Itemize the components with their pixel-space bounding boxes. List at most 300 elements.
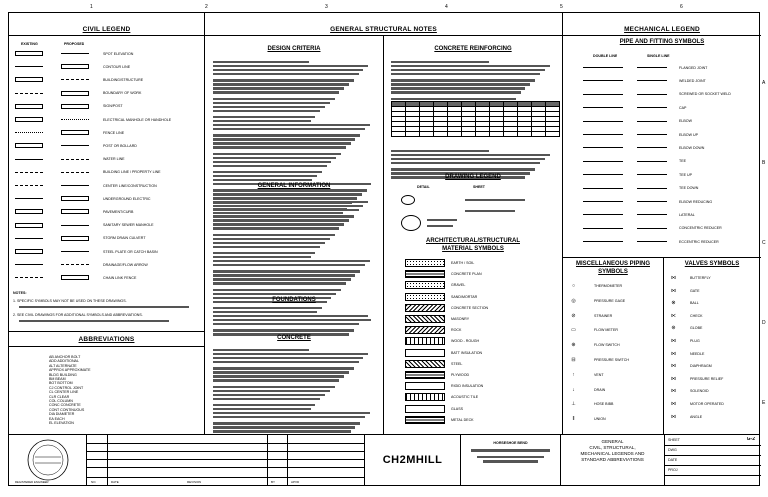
note-text-line (391, 91, 521, 93)
abbreviation-item: CLR CLEAR (49, 394, 70, 399)
note-text-line (213, 282, 346, 284)
zone-5: 5 (560, 4, 563, 10)
lap-splice-table (391, 101, 560, 137)
section-bubble-icon (401, 215, 421, 231)
double-line-label: DOUBLE LINE (593, 54, 618, 58)
zone-a: A (762, 80, 766, 86)
misc-piping-heading-2: SYMBOLS (598, 269, 628, 275)
col-proposed: PROPOSED (64, 42, 85, 46)
abbreviation-item: EA EACH (49, 416, 65, 421)
civil-legend-row (15, 183, 157, 188)
lap-table-cell (490, 132, 504, 137)
note-text-line (213, 264, 365, 266)
pipe-fitting-row (583, 226, 722, 231)
note-text-line (213, 323, 359, 325)
double-line-symbol-icon (583, 119, 623, 124)
material-label: RIGID INSULATION (451, 384, 484, 389)
note-text-line (213, 128, 365, 130)
pipe-fitting-label: ECCENTRIC REDUCER (679, 239, 719, 244)
civil-legend-label: UNDERGROUND ELECTRIC (103, 196, 151, 201)
note-text-line (213, 227, 339, 229)
valve-symbol-icon: ⋈ (671, 401, 676, 407)
single-line-symbol-icon (637, 159, 667, 164)
double-line-symbol-icon (583, 132, 623, 137)
double-line-symbol-icon (583, 239, 623, 244)
note-text-line (213, 223, 344, 225)
existing-symbol-icon (15, 51, 43, 56)
seal-cell (9, 435, 87, 485)
valve-row (669, 351, 704, 357)
ch2mhill-logo: CH2MHILL (382, 454, 443, 466)
pipe-fitting-label: TEE UP (679, 172, 692, 177)
existing-symbol-icon (15, 223, 43, 228)
misc-piping-label: PRESSURE SWITCH (594, 358, 629, 362)
pipe-fitting-label: TEE (679, 159, 686, 164)
zone-2: 2 (205, 4, 208, 10)
valve-label: GATE (690, 288, 700, 293)
material-label: PLYWOOD (451, 373, 470, 377)
abbreviation-item: APPROX APPROXIMATE (49, 368, 91, 373)
valve-symbol-icon: ⊛ (671, 325, 676, 332)
single-line-symbol-icon (637, 132, 667, 137)
material-row (405, 360, 462, 368)
sheet-title-3: MECHANICAL LEGENDS AND (580, 451, 645, 456)
note-text-line (213, 242, 325, 244)
misc-piping-label: UNION (594, 417, 606, 422)
material-hatch-icon (405, 349, 445, 357)
material-label: ROCK (451, 328, 462, 333)
note-text-line (213, 256, 311, 258)
note-text-line (213, 205, 363, 207)
seal-text: REGISTERED ENGINEER (15, 479, 49, 484)
valve-row (669, 376, 723, 382)
material-hatch-icon (405, 382, 445, 390)
lap-table-cell (546, 132, 560, 137)
misc-piping-heading-1: MISCELLANEOUS PIPING (575, 261, 650, 267)
detail-bubble-icon (401, 195, 415, 205)
zone-3: 3 (325, 4, 328, 10)
pipe-fitting-label: WELDED JOINT (679, 78, 706, 83)
misc-piping-label: STRAINER (594, 313, 613, 318)
material-label: BATT INSULATION (451, 350, 483, 355)
proposed-symbol-icon (61, 249, 89, 254)
concrete-reinforcing-text (391, 57, 555, 106)
misc-piping-label: HOSE BIBB (594, 402, 614, 407)
valves-heading: VALVES SYMBOLS (684, 261, 740, 267)
label-dwg: DWG (668, 448, 677, 452)
lap-table-cell (476, 132, 490, 137)
double-line-symbol-icon (583, 199, 623, 204)
civil-legend-row (15, 275, 136, 280)
abbreviation-item: EL ELEVATION (49, 421, 74, 426)
proposed-symbol-icon (61, 130, 89, 135)
proposed-symbol-icon (61, 51, 89, 56)
lap-table-cell (406, 132, 420, 137)
pipe-fitting-row (583, 132, 698, 137)
double-line-symbol-icon (583, 186, 623, 191)
note-text-line (213, 386, 335, 388)
material-hatch-icon (405, 371, 445, 379)
sheet-info-cell (665, 435, 761, 485)
zone-6: 6 (680, 4, 683, 10)
material-label: GLASS (451, 406, 463, 411)
note-text-line (213, 138, 355, 140)
note-text-line (213, 289, 341, 291)
proposed-symbol-icon (61, 262, 89, 267)
double-line-symbol-icon (583, 92, 623, 97)
misc-piping-label: PRESSURE GAGE (594, 298, 626, 303)
note-text-line (213, 270, 360, 272)
revision-column-label: NO. (91, 479, 97, 484)
note-text-line (391, 83, 530, 85)
valve-symbol-icon: ⋈ (671, 363, 676, 370)
col-existing: EXISTING (21, 42, 38, 46)
valve-label: MOTOR OPERATED (690, 402, 724, 406)
note-text-line (213, 379, 339, 381)
note-text-line (213, 215, 354, 217)
pipe-fitting-row (583, 199, 712, 204)
misc-piping-label: THERMOMETER (594, 284, 623, 288)
single-line-symbol-icon (637, 65, 667, 70)
existing-symbol-icon (15, 64, 43, 69)
material-hatch-icon (405, 281, 445, 289)
note-text-line (213, 91, 339, 93)
note-text-line (213, 209, 359, 211)
note-text-line (391, 154, 550, 156)
label-date: DATE (668, 458, 678, 462)
drawing-sheet (8, 12, 760, 486)
valve-row (669, 388, 709, 394)
valve-symbol-icon: ⋈ (671, 375, 676, 382)
foundations-text (213, 307, 373, 337)
material-label: CONCRETE SECTION (451, 305, 489, 310)
note-text-line (213, 153, 341, 155)
revision-column-label: REVISION (187, 479, 202, 484)
note-text-line (213, 353, 368, 355)
civil-legend-label: SIGN/POST (103, 104, 123, 109)
proposed-symbol-icon (61, 236, 89, 241)
valve-symbol-icon: ⋈ (671, 338, 676, 344)
misc-piping-row (569, 283, 622, 289)
valve-label: GLOBE (690, 326, 703, 331)
zone-d: D (762, 320, 766, 326)
abbreviation-item: AB ANCHOR BOLT (49, 355, 81, 359)
note-text-line (213, 311, 309, 313)
civil-legend-row (15, 170, 161, 175)
structural-notes-column (205, 13, 563, 435)
civil-legend-row (15, 262, 148, 267)
misc-piping-symbol-icon: ○ (571, 283, 576, 289)
misc-piping-symbol-icon: ⊘ (571, 312, 576, 319)
note-text-line (213, 252, 315, 254)
existing-symbol-icon (15, 104, 43, 109)
arch-material-heading-1: ARCHITECTURAL/STRUCTURAL (426, 238, 520, 244)
abbreviations-title: ABBREVIATIONS (78, 336, 135, 343)
material-label: ACOUSTIC TILE (451, 395, 479, 400)
valve-row (669, 325, 702, 331)
revision-column-label: DATE (111, 479, 119, 484)
valve-row (669, 338, 700, 344)
note-text-line (213, 398, 320, 400)
valve-label: ANGLE (690, 414, 703, 419)
pipe-fitting-row (583, 212, 695, 217)
civil-legend-row (15, 143, 137, 148)
civil-legend-column (9, 13, 205, 435)
valve-row (669, 300, 699, 306)
note-text-line (213, 219, 349, 221)
civil-legend-label: FENCE LINE (103, 130, 125, 135)
misc-piping-symbol-icon: ◎ (571, 297, 576, 304)
double-line-symbol-icon (583, 212, 623, 217)
misc-piping-symbol-icon: ⊕ (571, 342, 576, 349)
note-text-line (213, 274, 355, 276)
misc-piping-row (569, 342, 620, 348)
note-text-line (213, 175, 317, 177)
project-cell (461, 435, 561, 485)
misc-piping-symbol-icon: ‖ (572, 416, 575, 423)
valve-symbol-icon: ⋈ (671, 413, 676, 420)
civil-legend-row (15, 51, 133, 56)
material-label: METAL DECK (451, 417, 474, 422)
civil-legend-label: ELECTRICAL MANHOLE OR HANDHOLE (103, 117, 172, 122)
note-text-line (213, 79, 354, 81)
lap-table-cell (420, 132, 434, 137)
misc-piping-row (569, 416, 606, 422)
lap-table-cell (434, 132, 448, 137)
structural-notes-title: GENERAL STRUCTURAL NOTES (330, 26, 437, 33)
abbreviation-item: ADD ADDITIONAL (49, 359, 79, 364)
material-label: CONCRETE PLAN (451, 272, 482, 277)
note-text-line (391, 98, 516, 100)
material-row (405, 315, 469, 323)
note-text-line (213, 349, 309, 351)
note-text-line (213, 61, 309, 63)
zone-4: 4 (445, 4, 448, 10)
note-text-line (213, 73, 359, 75)
abbreviation-item: BLDG BUILDING (49, 372, 77, 377)
note-text-line (213, 87, 344, 89)
misc-piping-row (569, 401, 613, 407)
mechanical-legend-title: MECHANICAL LEGEND (624, 26, 700, 33)
civil-legend-label: SPOT ELEVATION (103, 51, 134, 56)
material-hatch-icon (405, 416, 445, 424)
valve-label: PRESSURE RELIEF (690, 376, 724, 381)
civil-legend-row (15, 117, 171, 122)
valve-label: SOLENOID (690, 389, 709, 394)
valve-row (669, 363, 712, 369)
double-line-symbol-icon (583, 105, 623, 110)
note-text-line (213, 371, 349, 373)
civil-legend-label: BUILDING/STRUCTURE (103, 77, 144, 82)
civil-legend-row (15, 130, 124, 135)
material-label: WOOD - ROUGH (451, 339, 480, 344)
note-text-line (213, 98, 335, 100)
proposed-symbol-icon (61, 196, 89, 201)
lap-table-cell (504, 132, 518, 137)
note-text-line (213, 124, 370, 126)
valve-row (669, 288, 700, 294)
civil-legend-row (15, 196, 151, 201)
title-block (9, 434, 759, 485)
note-text-line (213, 430, 351, 432)
material-row (405, 270, 482, 278)
proposed-symbol-icon (61, 104, 89, 109)
existing-symbol-icon (15, 275, 43, 280)
note-text-line (213, 357, 363, 359)
abbreviation-item: CONC CONCRETE (49, 403, 81, 408)
double-line-symbol-icon (583, 78, 623, 83)
note-text-line (213, 260, 370, 262)
note-text-line (213, 69, 363, 71)
civil-legend-row (15, 157, 125, 162)
misc-piping-row (569, 327, 618, 333)
proposed-symbol-icon (61, 183, 89, 188)
note-text-line (213, 157, 336, 159)
concrete-text (213, 345, 373, 435)
note-text-line (391, 61, 489, 63)
sheet-title-1: GENERAL (601, 439, 624, 444)
civil-legend-label: BOUNDARY OF WORK (103, 91, 142, 96)
material-row (405, 281, 465, 289)
single-line-label: SINGLE LINE (647, 54, 670, 58)
note-text-line (213, 238, 330, 240)
valve-row (669, 401, 724, 407)
single-line-symbol-icon (637, 92, 667, 97)
pipe-fitting-row (583, 78, 706, 83)
note-text-line (213, 106, 325, 108)
material-row (405, 393, 478, 401)
single-line-symbol-icon (637, 226, 667, 231)
single-line-symbol-icon (637, 212, 667, 217)
note-text-line (213, 65, 368, 67)
abbreviation-item: DIA DIAMETER (49, 412, 75, 417)
material-label: EARTH / SOIL (451, 261, 475, 265)
valve-label: NEEDLE (690, 351, 705, 356)
existing-symbol-icon (15, 170, 43, 175)
misc-piping-row (569, 387, 605, 393)
note-text-line (213, 83, 349, 85)
pipe-fitting-row (583, 92, 731, 97)
valve-label: BALL (690, 301, 699, 306)
civil-legend-label: SANITARY SEWER MANHOLE (103, 223, 154, 228)
proposed-symbol-icon (61, 91, 89, 96)
note-text-line (213, 361, 359, 363)
existing-symbol-icon (15, 130, 43, 135)
material-row (405, 326, 461, 334)
valve-label: CHECK (690, 313, 703, 318)
note-text-line (213, 426, 355, 428)
pipe-fitting-label: SCREWED OR SOCKET WELD (679, 92, 731, 97)
material-hatch-icon (405, 270, 445, 278)
general-information-text (213, 193, 373, 323)
single-line-symbol-icon (637, 172, 667, 177)
note-text-line (213, 234, 335, 236)
zone-c: C (762, 240, 766, 246)
lap-table-cell (518, 132, 532, 137)
valve-symbol-icon: ⋈ (671, 275, 676, 281)
note-text-line (213, 179, 312, 181)
civil-legend-label: STEEL PLATE OR CATCH BASIN (103, 249, 158, 254)
note-text-line (213, 422, 360, 424)
valve-symbol-icon: ⊗ (671, 300, 676, 307)
note-text-line (213, 278, 351, 280)
existing-symbol-icon (15, 91, 43, 96)
pipe-fitting-label: CAP (679, 105, 687, 110)
foundations-heading: FOUNDATIONS (272, 297, 316, 303)
misc-piping-row (569, 372, 604, 378)
civil-legend-label: CENTER LINE/CONSTRUCTION (103, 183, 157, 188)
note-text-line (213, 110, 320, 112)
abbreviation-item: CL CENTER LINE (49, 390, 79, 395)
material-label: STEEL (451, 361, 463, 366)
note-text-line (213, 189, 367, 191)
civil-legend-row (15, 64, 130, 69)
existing-symbol-icon (15, 196, 43, 201)
civil-legend-row (15, 209, 133, 214)
material-hatch-icon (405, 293, 445, 301)
pipe-fitting-label: ELBOW (679, 119, 692, 124)
legend-col-sheet: SHEET (473, 185, 485, 189)
note-text-line (213, 394, 325, 396)
misc-piping-label: FLOW SWITCH (594, 343, 620, 348)
material-hatch-icon (405, 259, 445, 267)
valve-symbol-icon: ⋈ (671, 350, 676, 357)
note-text-line (213, 165, 327, 167)
abbreviations-list (49, 355, 199, 426)
concrete-reinforcing-heading: CONCRETE REINFORCING (434, 46, 512, 52)
valve-label: DIAPHRAGM (690, 364, 712, 369)
note-text-line (213, 161, 331, 163)
zone-1: 1 (90, 4, 93, 10)
existing-symbol-icon (15, 77, 43, 82)
material-hatch-icon (405, 337, 445, 345)
sheet-title-2: CIVIL, STRUCTURAL, (589, 445, 636, 450)
existing-symbol-icon (15, 236, 43, 241)
civil-notes-label: NOTES: (13, 291, 27, 295)
material-label: MASONRY (451, 317, 470, 321)
note-text-line (213, 319, 363, 321)
civil-note-2: 2. SEE CIVIL DRAWINGS FOR ADDITIONAL SYMBOLS AND ABBREVIATIONS. (13, 313, 143, 317)
pipe-fitting-label: TEE DOWN (679, 186, 699, 191)
double-line-symbol-icon (583, 65, 623, 70)
civil-legend-row (15, 249, 158, 254)
pipe-fitting-label: ELBOW REDUCING (679, 199, 713, 204)
mechanical-legend-column (563, 13, 761, 435)
note-text-line (391, 87, 525, 89)
pipe-fitting-label: FLANGED JOINT (679, 65, 708, 70)
pipe-fitting-label: LATERAL (679, 212, 695, 217)
note-text-line (213, 197, 309, 199)
pipe-fitting-heading: PIPE AND FITTING SYMBOLS (619, 39, 705, 45)
single-line-symbol-icon (637, 239, 667, 244)
note-text-line (213, 375, 344, 377)
misc-piping-symbol-icon: ↑ (572, 371, 575, 378)
note-text-line (391, 73, 540, 75)
note-text-line (391, 150, 489, 152)
pipe-fitting-row (583, 105, 686, 110)
misc-piping-symbol-icon: ▭ (571, 327, 576, 334)
misc-piping-symbol-icon: ⊟ (571, 357, 576, 363)
misc-piping-label: FLOW METER (594, 328, 618, 333)
material-label: GRAVEL (451, 283, 466, 288)
misc-piping-row (569, 357, 629, 363)
pipe-fitting-row (583, 239, 719, 244)
proposed-symbol-icon (61, 64, 89, 69)
material-row (405, 337, 479, 345)
material-row (405, 405, 463, 413)
civil-legend-label: WATER LINE (103, 157, 125, 162)
misc-piping-row (569, 298, 625, 304)
